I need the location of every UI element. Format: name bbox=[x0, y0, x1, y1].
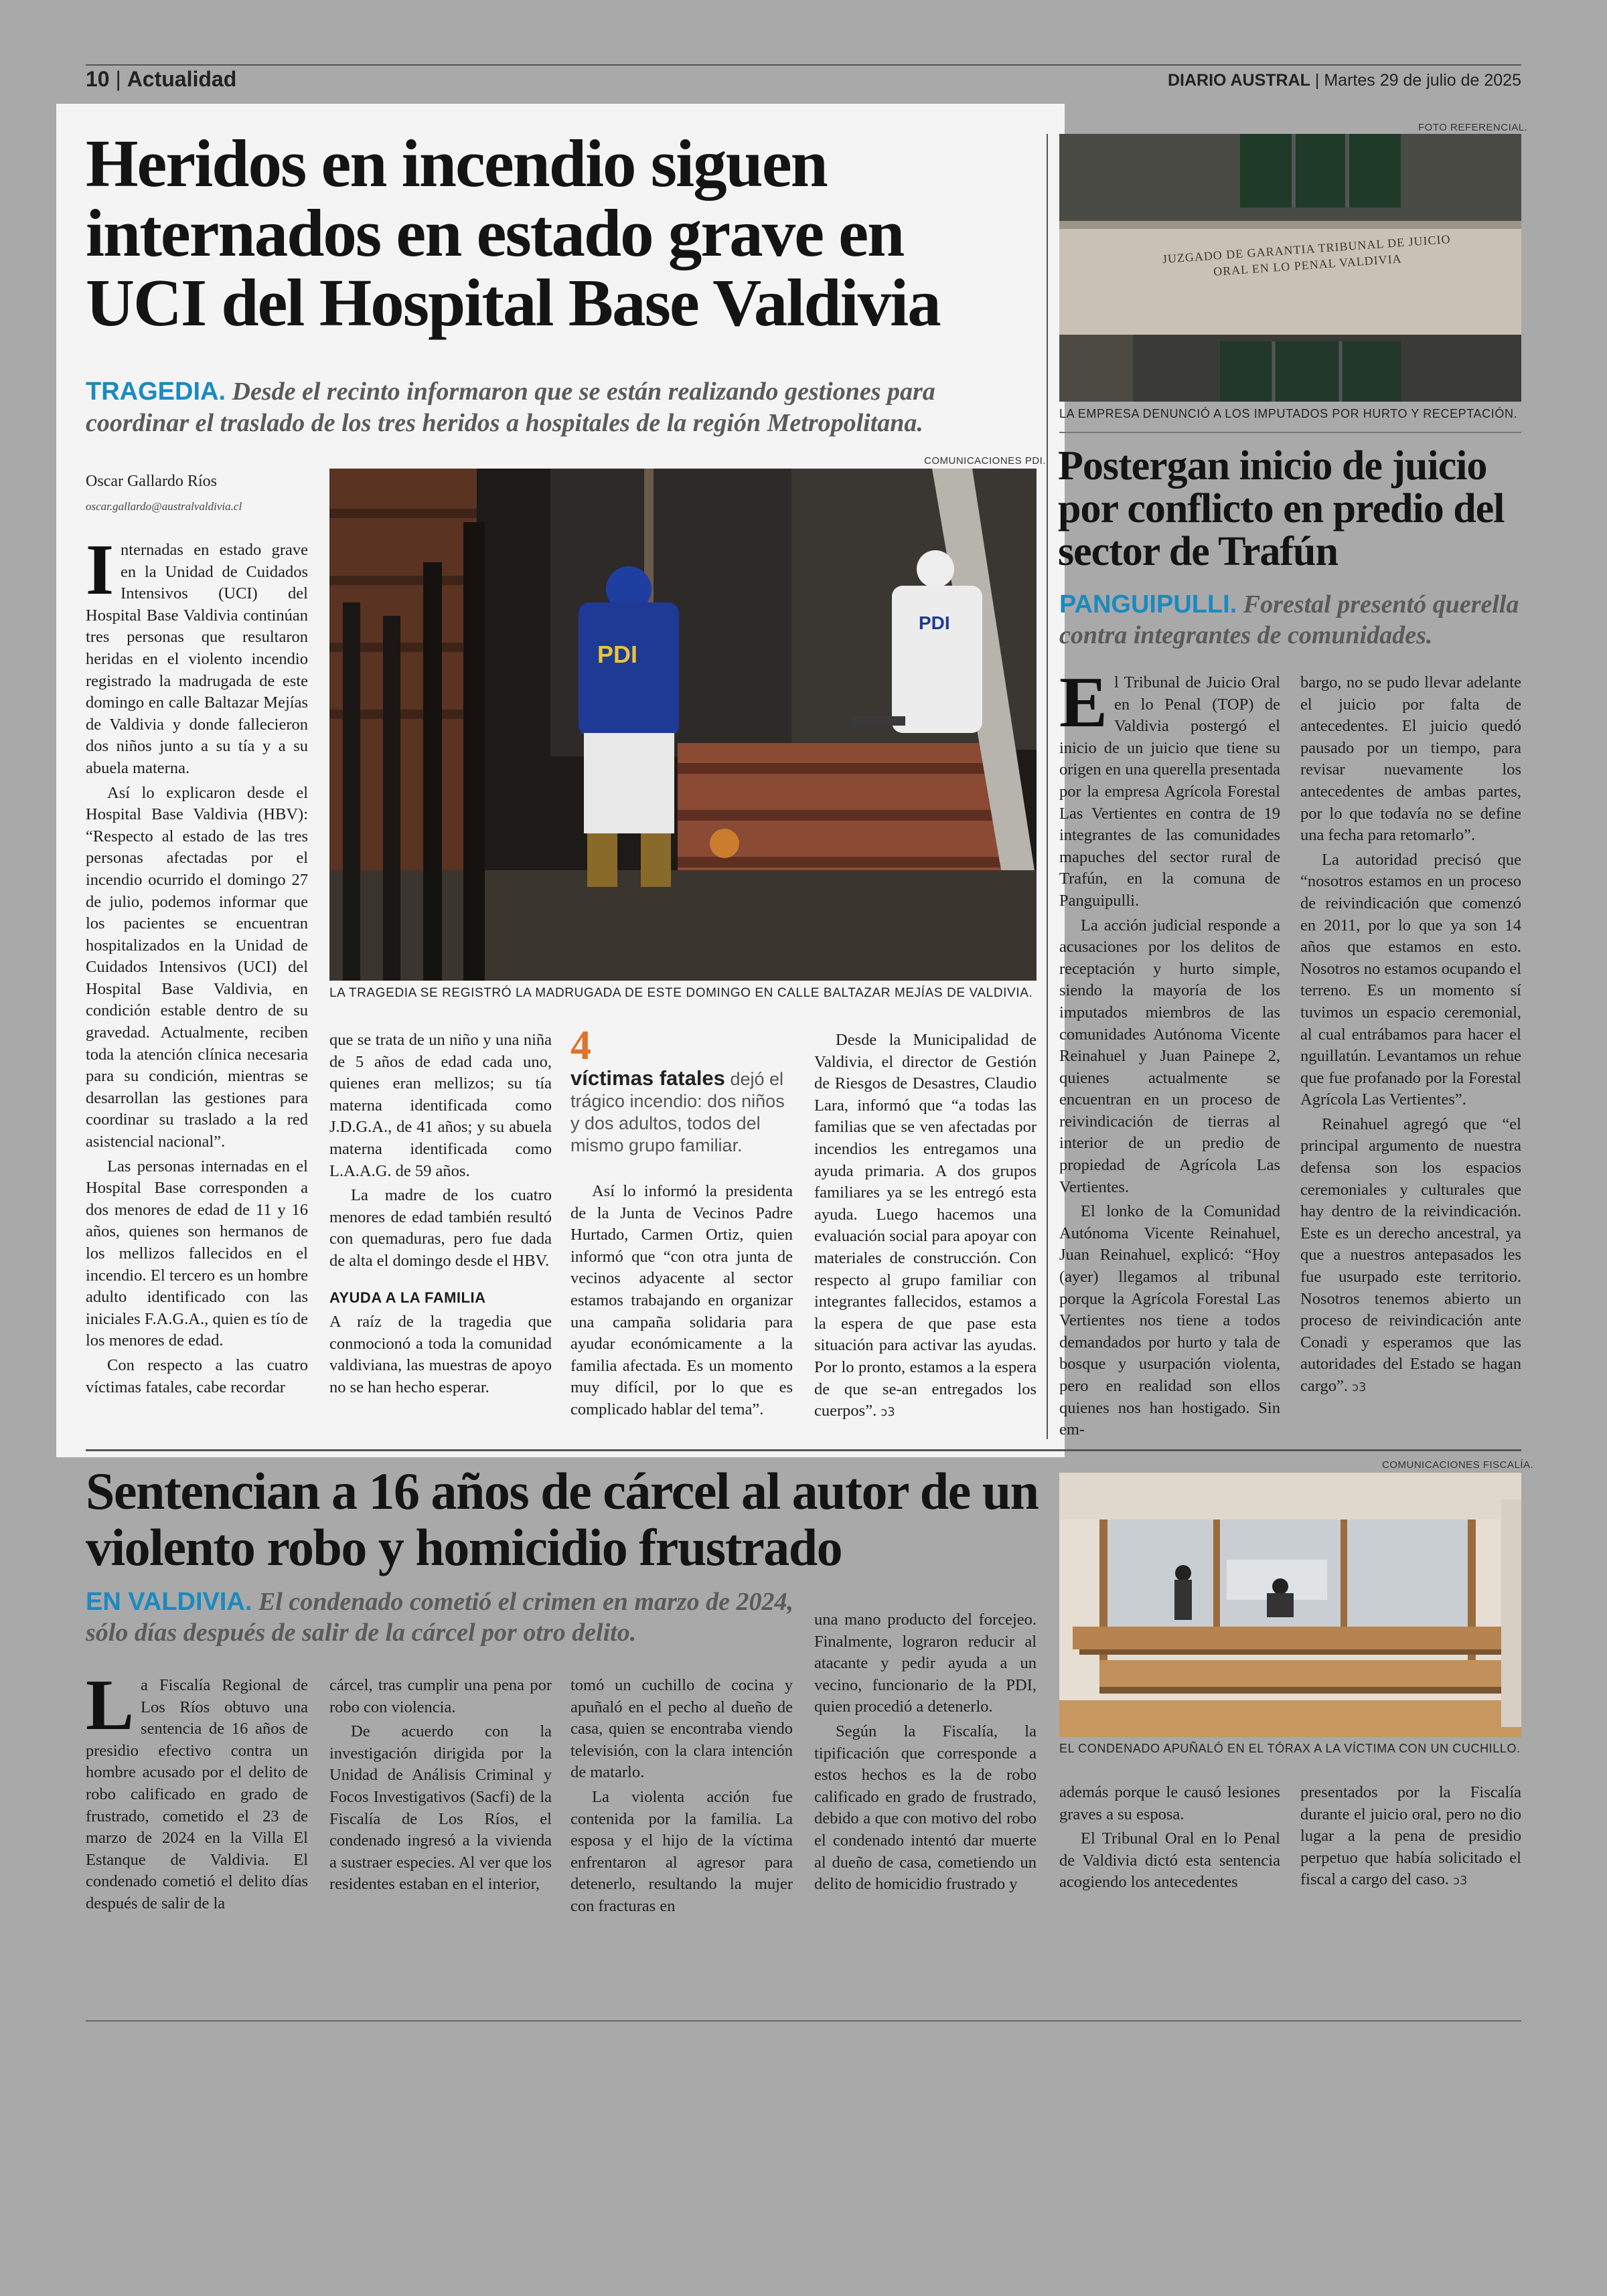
section-header bbox=[86, 67, 236, 92]
header-divider-right: | bbox=[1314, 71, 1320, 90]
end-of-article-icon: ↄ3 bbox=[1352, 1380, 1367, 1394]
article2-column-1 bbox=[1059, 663, 1280, 1444]
fact-number: 4 bbox=[570, 1023, 591, 1068]
article2-headline: Postergan inicio de juicio por conflicto en predio del sector de Trafún bbox=[1058, 443, 1505, 574]
article2-rule bbox=[1059, 432, 1521, 433]
article3-column-4 bbox=[814, 1609, 1037, 1898]
svg-text:PDI: PDI bbox=[597, 641, 638, 668]
fact-text bbox=[570, 1067, 791, 1157]
paragraph-text: Reinahuel agregó que “el principal argumento de nuestra defensa son los espacios ceremoniales y culturales que hay dentro de la reivindicación. Este es un derecho ancestral, ya que a nuestros antepasados les fue usurpado este territorio. Nosotros tenemos abierto un proceso de reivindicación ante Conadi y esperamos que las autoridades del Estado se hagan cargo”. bbox=[1300, 1115, 1521, 1395]
header-divider: | bbox=[115, 67, 127, 91]
issue-date: Martes 29 de julio de 2025 bbox=[1324, 71, 1521, 90]
article2-deck bbox=[1059, 589, 1521, 651]
drop-cap: E bbox=[1059, 663, 1108, 742]
paragraph: una mano producto del forcejeo. Finalmente, lograron reducir al atacante y pedir ayuda a un vecino, funcionario de la PDI, quien procedió a detenerlo. bbox=[814, 1611, 1037, 1716]
paragraph: que se trata de un niño y una niña de 5 años de edad cada uno, quienes eran mellizos; su tía materna identificada como J.D.G.A., de 41 años; y su abuela materna identificada como L.A.A.G. de 59 años. bbox=[329, 1031, 552, 1180]
courthouse-sign: JUZGADO DE GARANTIA TRIBUNAL DE JUICIO ORAL EN LO PENAL VALDIVIA bbox=[1162, 232, 1452, 278]
paragraph: El lonko de la Comunidad Autónoma Vicente Reinahuel, Juan Reinahuel, explicó: “Hoy (ayer) llegamos al tribunal porque la Agrícola Forestal Las Vertientes nos tiene a todos demandados por hurto y tala de bosque y usurpación violenta, pero en realidad son ellos quienes nos han hostigado. Sin em- bbox=[1059, 1202, 1280, 1439]
main-article-column-1 bbox=[86, 530, 308, 1401]
fire-scene-photo bbox=[329, 469, 1037, 981]
paragraph: La acción judicial responde a acusaciones por los delitos de receptación y hurto simple, siendo la mayoría de los imputados miembros de las comunidades Autónoma Vicente Reinahuel y Juan Painepe 2, quienes actualmente se encuentran en un proceso de reivindicación de tierras al interior de un predio de propiedad de Agrícola Las Vertientes. bbox=[1059, 916, 1280, 1196]
paragraph: cárcel, tras cumplir una pena por robo con violencia. bbox=[329, 1676, 552, 1716]
end-of-article-icon: ↄ3 bbox=[881, 1405, 895, 1420]
article3-column-1 bbox=[86, 1665, 308, 1918]
paragraph: tomó un cuchillo de cocina y apuñaló en el pecho al dueño de casa, quien se encontraba viendo televisión, con la clara intención de matarlo. bbox=[570, 1676, 793, 1782]
fact-description: dejó el trágico incendio: dos niños y dos adultos, todos del mismo grupo familiar. bbox=[570, 1069, 785, 1155]
author-name: Oscar Gallardo Ríos bbox=[86, 473, 217, 490]
paragraph-text: l Tribunal de Juicio Oral en lo Penal (TOP) de Valdivia postergó el inicio de un juicio que tiene su origen en una querella presentada por la empresa Agrícola Forestal Las Vertientes en contra de 19 integrantes de las comunidades mapuches del sector rural de Trafún, en la comuna de Panguipulli. bbox=[1059, 673, 1280, 910]
article3-top-rule bbox=[86, 1449, 1521, 1451]
drop-cap: I bbox=[86, 530, 114, 610]
main-deck bbox=[86, 376, 1043, 439]
page-number: 10 bbox=[86, 67, 110, 91]
article2-lead-paragraph bbox=[1059, 663, 1280, 912]
drop-cap: L bbox=[86, 1665, 135, 1745]
paragraph-text: nternadas en estado grave en la Unidad de Cuidados Intensivos (UCI) del Hospital Base Valdivia continúan tres personas que resultaron heridas en el violento incendio registrado la madrugada de este domingo en calle Baltazar Mejías de Valdivia y donde fallecieron dos niños junto a su tía y a su abuela materna. bbox=[86, 541, 308, 777]
main-article-column-2 bbox=[329, 1030, 552, 1402]
fire-scene-illustration bbox=[329, 469, 1037, 981]
section-name: Actualidad bbox=[127, 67, 237, 91]
fact-box bbox=[570, 1024, 791, 1157]
paragraph: La violenta acción fue contenida por la familia. La esposa y el hijo de la víctima enfrentaron al agresor para detenerlo, resultando la mujer con fracturas en bbox=[570, 1787, 793, 1915]
main-photo-caption: LA TRAGEDIA SE REGISTRÓ LA MADRUGADA DE ESTE DOMINGO EN CALLE BALTAZAR MEJÍAS DE VALDIVIA. bbox=[329, 986, 1033, 1000]
courthouse-photo bbox=[1059, 134, 1521, 402]
paragraph: A raíz de la tragedia que conmocionó a toda la comunidad valdiviana, las muestras de apoyo no se han hecho esperar. bbox=[329, 1313, 552, 1396]
paragraph: Con respecto a las cuatro víctimas fatales, cabe recordar bbox=[86, 1356, 308, 1396]
main-kicker: TRAGEDIA. bbox=[86, 378, 226, 406]
subheading: AYUDA A LA FAMILIA bbox=[329, 1289, 486, 1306]
article3-column-3 bbox=[570, 1675, 793, 1920]
paragraph: Así lo explicaron desde el Hospital Base Valdivia (HBV): “Respecto al estado de las tres personas afectadas por el incendio ocurrido el domingo 27 de julio, podemos informar que los pacientes se encuentran hospitalizados en la Unidad de Cuidados Intensivos (UCI) del Hospital Base Valdivia, en condición estable dentro de su gravedad. Actualmente, reciben toda la atención clínica necesaria para su condición, mientras se desarrollan las gestiones para coordinar su traslado a la red asistencial nacional”. bbox=[86, 783, 308, 1151]
paragraph: además porque le causó lesiones graves a su esposa. bbox=[1059, 1783, 1280, 1823]
paragraph: La madre de los cuatro menores de edad también resultó con quemaduras, pero fue dada de alta el domingo desde el HBV. bbox=[329, 1186, 552, 1270]
column-divider bbox=[1047, 134, 1048, 1439]
newspaper-name: DIARIO AUSTRAL bbox=[1167, 71, 1310, 90]
main-photo-credit: COMUNICACIONES PDI. bbox=[924, 455, 1047, 467]
courtroom-photo-credit: COMUNICACIONES FISCALÍA. bbox=[1382, 1459, 1534, 1471]
paragraph: bargo, no se pudo llevar adelante el juicio por falta de antecedentes. El juicio quedó pausado por un tiempo, para revisar nuevamente los antecedentes de ambas partes, por lo que todavía no se define una fecha para retomarlo”. bbox=[1300, 673, 1521, 845]
bottom-rule bbox=[86, 2020, 1521, 2022]
main-article-lead-paragraph bbox=[86, 530, 308, 780]
paragraph-text: presentados por la Fiscalía durante el juicio oral, pero no dio lugar a la pena de presidio perpetuo que había solicitado el fiscal a cargo del caso. bbox=[1300, 1783, 1521, 1889]
paragraph: De acuerdo con la investigación dirigida por la Unidad de Análisis Criminal y Focos Investigativos (Sacfi) de la Fiscalía de Los Ríos, el condenado ingresó a la vivienda a sustraer especies. Al ver que los residentes estaban en el interior, bbox=[329, 1722, 552, 1894]
main-article-column-4 bbox=[814, 1030, 1037, 1426]
paragraph: Las personas internadas en el Hospital Base corresponden a dos menores de edad de 11 y 16 años, quienes son hermanos de los mellizos fallecidos en el incendio. El tercero es un hombre adulto identificado con las iniciales F.A.G.A., quien es tío de los menores de edad. bbox=[86, 1157, 308, 1350]
paragraph: Según la Fiscalía, la tipificación que corresponde a estos hechos es la de robo calificado en grado de frustrado, debido a que con motivo del robo el condenado intentó dar muerte al dueño de casa, cometiendo un delito de homicidio frustrado y bbox=[814, 1722, 1037, 1894]
fact-bold: víctimas fatales bbox=[570, 1066, 725, 1090]
paragraph bbox=[1300, 1114, 1521, 1399]
article3-deck-text: El condenado cometió el crimen en marzo de 2024, sólo días después de salir de la cárcel por otro delito. bbox=[86, 1588, 793, 1647]
top-rule bbox=[86, 64, 1521, 66]
paragraph bbox=[814, 1030, 1037, 1424]
paragraph bbox=[1300, 1782, 1521, 1892]
masthead-info bbox=[1168, 71, 1521, 90]
article3-headline: Sentencian a 16 años de cárcel al autor de un violento robo y homicidio frustrado bbox=[86, 1462, 1039, 1576]
court-photo-credit: FOTO REFERENCIAL. bbox=[1418, 122, 1528, 133]
main-deck-text: Desde el recinto informaron que se están realizando gestiones para coordinar el traslado de los tres heridos a hospitales de la región Metropolitana. bbox=[86, 378, 935, 437]
courtroom-illustration bbox=[1059, 1473, 1521, 1737]
courtroom-photo bbox=[1059, 1473, 1521, 1737]
svg-text:PDI: PDI bbox=[919, 612, 950, 633]
court-photo-caption: LA EMPRESA DENUNCIÓ A LOS IMPUTADOS POR HURTO Y RECEPTACIÓN. bbox=[1059, 407, 1518, 420]
article3-column-2 bbox=[329, 1675, 552, 1898]
paragraph-text: Desde la Municipalidad de Valdivia, el director de Gestión de Riesgos de Desastres, Claudio Lara, informó que “a todas las familias que se ven afectadas por incendios les entregamos una ayuda primaria. A dos grupos familiares ya se les entregó esta ayuda. Luego hacemos una evaluación social para apoyar con materiales de construcción. Con respecto al grupo familiar con integrantes fallecidos, estamos a la espera de que pase esta situación para activar las ayudas. Por lo pronto, estamos a la espera de que se-an entregados los cuerpos”. bbox=[814, 1031, 1037, 1420]
article2-kicker: PANGUIPULLI. bbox=[1059, 590, 1237, 619]
article3-column-5 bbox=[1059, 1782, 1280, 1896]
author-email: oscar.gallardo@australvaldivia.cl bbox=[86, 500, 242, 513]
end-of-article-icon: ↄ3 bbox=[1453, 1874, 1468, 1888]
main-article-column-3 bbox=[570, 1181, 793, 1424]
article3-column-6 bbox=[1300, 1782, 1521, 1895]
paragraph: Así lo informó la presidenta de la Junta de Vecinos Padre Hurtado, Carmen Ortiz, quien informó que “con otra junta de vecinos adyacente al sector estamos trabajando en organizar una campaña solidaria para ayudar económicamente a la familia afectada. Es un momento muy difícil, por lo que es complicado hablar del tema”. bbox=[570, 1182, 793, 1418]
article3-lead-paragraph bbox=[86, 1665, 308, 1915]
article3-deck bbox=[86, 1586, 795, 1648]
paragraph: La autoridad precisó que “nosotros estamos en un proceso de reivindicación que comenzó en 2011, por lo que ya son 14 años que estamos en esto. Nosotros no estamos ocupando el terreno. Es un momento sí tuvimos un espacio ceremonial, al cual entrábamos para hacer el nguillatún. Levantamos un rehue que fue profanado por la Forestal Agrícola Las Vertientes”. bbox=[1300, 850, 1521, 1109]
article2-column-2 bbox=[1300, 672, 1521, 1402]
main-headline: Heridos en incendio siguen internados en estado grave en UCI del Hospital Base Valdivia bbox=[86, 126, 940, 340]
courtroom-photo-caption: EL CONDENADO APUÑALÓ EN EL TÓRAX A LA VÍCTIMA CON UN CUCHILLO. bbox=[1059, 1742, 1521, 1755]
paragraph-text: a Fiscalía Regional de Los Ríos obtuvo una sentencia de 16 años de presidio efectivo contra un hombre acusado por el delito de robo calificado en grado de frustrado, cometido el 23 de marzo de 2024 en la Villa El Estanque de Valdivia. El condenado cometió el delito días después de salir de la bbox=[86, 1676, 308, 1912]
article3-kicker: EN VALDIVIA. bbox=[86, 1588, 252, 1616]
article2-deck-text: Forestal presentó querella contra integrantes de comunidades. bbox=[1059, 590, 1519, 649]
paragraph: El Tribunal Oral en lo Penal de Valdivia dictó esta sentencia acogiendo los antecedentes bbox=[1059, 1829, 1280, 1892]
